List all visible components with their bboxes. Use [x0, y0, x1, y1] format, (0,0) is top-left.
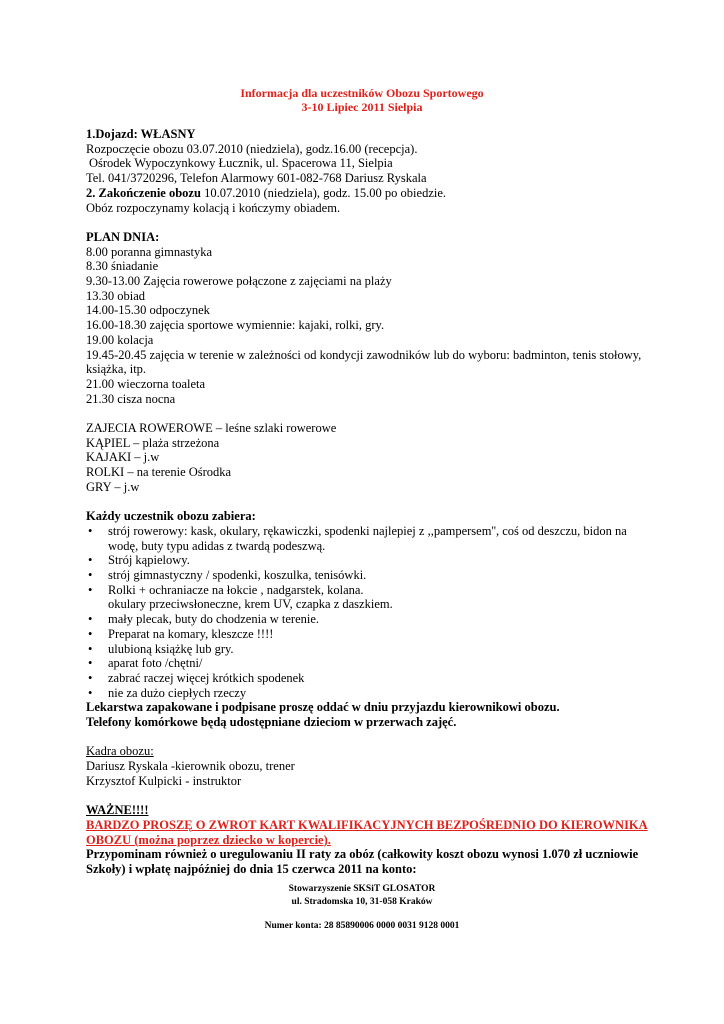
- plan-item: 14.00-15.30 odpoczynek: [86, 303, 210, 318]
- list-item-text: nie za dużo ciepłych rzeczy: [108, 685, 247, 700]
- packing-heading: Każdy uczestnik obozu zabiera:: [86, 509, 256, 524]
- list-item-text: Strój kąpielowy.: [108, 553, 190, 568]
- bullet-icon: •: [88, 568, 93, 583]
- plan-item: 16.00-18.30 zajęcia sportowe wymiennie: kajaki, rolki, gry.: [86, 318, 385, 333]
- plan-item: 21.30 cisza nocna: [86, 391, 176, 406]
- bullet-icon: •: [88, 523, 93, 538]
- list-item: [86, 524, 646, 553]
- dojazd-phone: Tel. 041/3720296, Telefon Alarmowy 601-082-768 Dariusz Ryskala: [86, 171, 427, 186]
- list-item: [86, 642, 646, 657]
- plan-item: 8.00 poranna gimnastyka: [86, 244, 213, 259]
- packing-list: [86, 524, 646, 700]
- list-item-text: aparat foto /chętni/: [108, 656, 203, 671]
- title-line-2: 3-10 Lipiec 2011 Sielpia: [301, 100, 423, 115]
- important-heading: WAŻNE!!!!: [86, 803, 149, 818]
- payment-reminder: Przypominam również o uregulowaniu II raty za obóz (całkowity koszt obozu wynosi 1.070 zł uczniowie Szkoły) i wpłatę najpóźniej do dnia 15 czerwca 2011 na konto:: [86, 847, 639, 877]
- activity-item: KAJAKI – j.w: [86, 450, 160, 465]
- bullet-icon: •: [88, 685, 93, 700]
- list-item: [86, 671, 646, 686]
- plan-item: 19.45-20.45 zajęcia w terenie w zależności od kondycji zawodników lub do wyboru: badminton, tenis stołowy, książka, itp.: [86, 347, 642, 377]
- list-item-text: strój rowerowy: kask, okulary, rękawiczki, spodenki najlepiej z ,,pampersem'', coś od deszczu, bidon na wodę, buty typu adidas z twardą podeszwą.: [108, 523, 627, 553]
- activity-item: GRY – j.w: [86, 479, 140, 494]
- important-red-line-1: BARDZO PROSZĘ O ZWROT KART KWALIFIKACYJNYCH BEZPOŚREDNIO DO KIEROWNIKA: [86, 817, 648, 832]
- document-body: [86, 127, 646, 877]
- bullet-icon: •: [88, 612, 93, 627]
- list-item: [86, 627, 646, 642]
- important-red-line-2: OBOZU (można poprzez dziecko w kopercie).: [86, 832, 331, 847]
- footer-org: Stowarzyszenie SKSiT GLOSATOR: [288, 884, 436, 894]
- document-title: [0, 86, 724, 114]
- dojazd-heading: 1.Dojazd: WŁASNY: [86, 127, 196, 141]
- list-item-continuation: okulary przeciwsłoneczne, krem UV, czapka z daszkiem.: [108, 597, 393, 612]
- bullet-icon: •: [88, 656, 93, 671]
- list-item: [86, 553, 646, 568]
- plan-item: 9.30-13.00 Zajęcia rowerowe połączone z zajęciami na plaży: [86, 274, 392, 289]
- plan-item: 8.30 śniadanie: [86, 259, 159, 274]
- bullet-icon: •: [88, 582, 93, 597]
- list-item: [86, 656, 646, 671]
- plan-item: 19.00 kolacja: [86, 332, 154, 347]
- list-item-text: ulubioną książkę lub gry.: [108, 641, 234, 656]
- footer-account: Numer konta: 28 85890006 0000 0031 9128 0001: [264, 921, 460, 931]
- list-item-text: zabrać raczej więcej krótkich spodenek: [108, 670, 305, 685]
- plan-item: 21.00 wieczorna toaleta: [86, 376, 206, 391]
- phones-note: Telefony komórkowe będą udostępniane dzieciom w przerwach zajęć.: [86, 715, 457, 730]
- dojazd-meals: Obóz rozpoczynamy kolacją i kończymy obiadem.: [86, 200, 341, 215]
- footer-address: ul. Stradomska 10, 31-058 Kraków: [291, 897, 433, 907]
- title-line-1: Informacja dla uczestników Obozu Sportowego: [240, 86, 484, 100]
- activity-item: ZAJECIA ROWEROWE – leśne szlaki rowerowe: [86, 421, 337, 436]
- dojazd-start: Rozpoczęcie obozu 03.07.2010 (niedziela), godz.16.00 (recepcja).: [86, 141, 418, 156]
- staff-heading: Kadra obozu:: [86, 744, 154, 759]
- list-item: [86, 583, 646, 612]
- staff-member: Dariusz Ryskala -kierownik obozu, trener: [86, 759, 295, 774]
- activity-item: KĄPIEL – plaża strzeżona: [86, 435, 220, 450]
- list-item: [86, 686, 646, 701]
- bullet-icon: •: [88, 626, 93, 641]
- list-item-text: strój gimnastyczny / spodenki, koszulka, tenisówki.: [108, 568, 367, 583]
- dojazd-address: Ośrodek Wypoczynkowy Łucznik, ul. Spacerowa 11, Sielpia: [89, 156, 393, 171]
- bullet-icon: •: [88, 553, 93, 568]
- list-item-text: Rolki + ochraniacze na łokcie , nadgarstek, kolana.: [108, 582, 364, 597]
- end-label: 2. Zakończenie obozu: [86, 185, 201, 200]
- dojazd-end: [86, 186, 646, 201]
- list-item-text: mały plecak, buty do chodzenia w terenie.: [108, 612, 320, 627]
- plan-heading: PLAN DNIA:: [86, 229, 160, 244]
- medicine-note: Lekarstwa zapakowane i podpisane proszę oddać w dniu przyjazdu kierownikowi obozu.: [86, 700, 560, 715]
- list-item: [86, 568, 646, 583]
- staff-member: Krzysztof Kulpicki - instruktor: [86, 773, 242, 788]
- plan-item: 13.30 obiad: [86, 288, 146, 303]
- list-item: [86, 612, 646, 627]
- activity-item: ROLKI – na terenie Ośrodka: [86, 465, 232, 480]
- bullet-icon: •: [88, 641, 93, 656]
- bullet-icon: •: [88, 670, 93, 685]
- list-item-text: Preparat na komary, kleszcze !!!!: [108, 626, 274, 641]
- end-text: 10.07.2010 (niedziela), godz. 15.00 po obiedzie.: [200, 185, 447, 200]
